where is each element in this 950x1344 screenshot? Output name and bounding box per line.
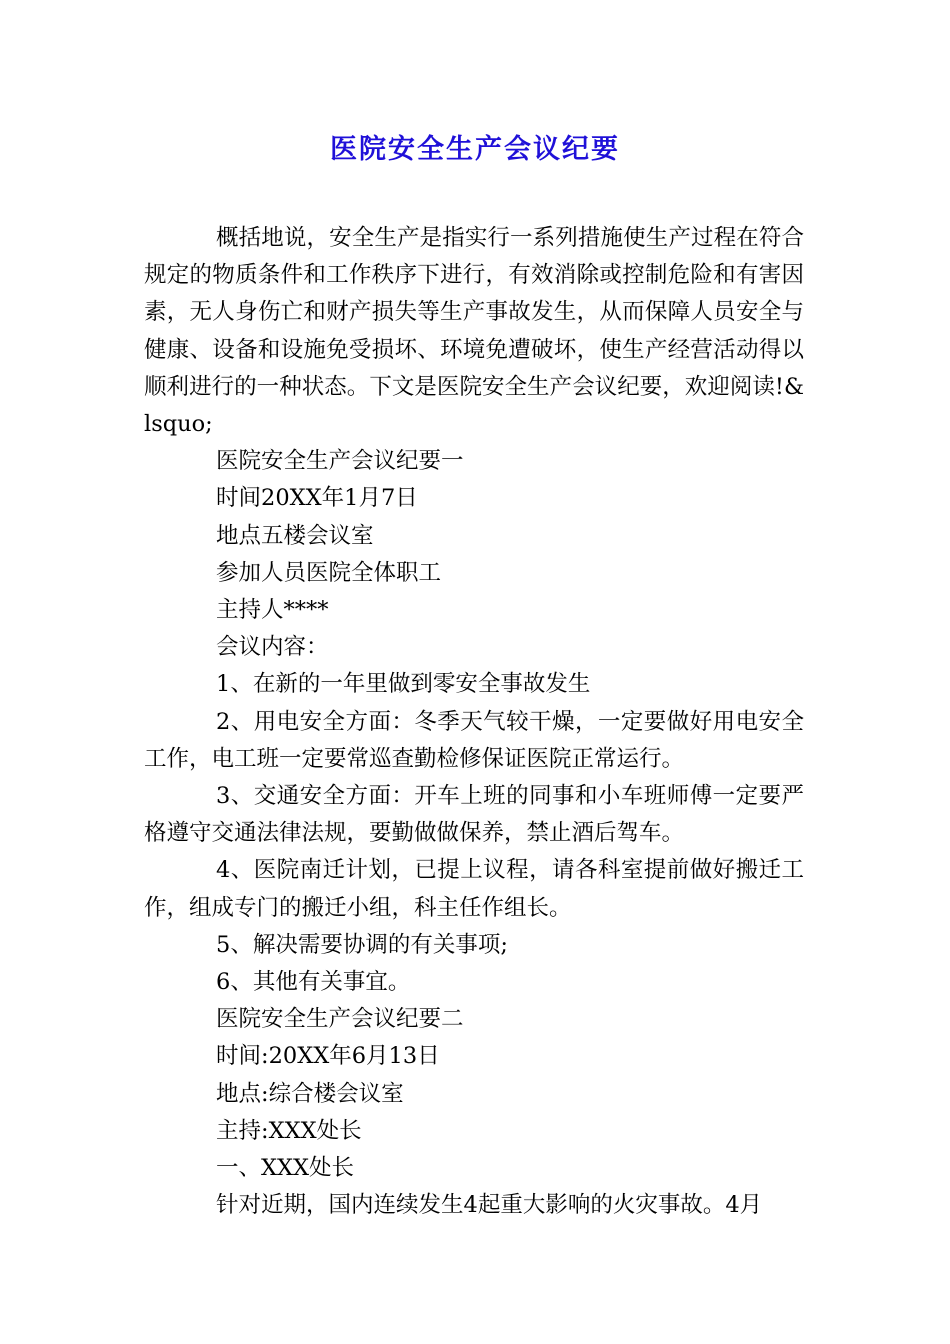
section-heading-two: 医院安全生产会议纪要二 xyxy=(216,1006,464,1033)
meeting-location: 地点五楼会议室 xyxy=(216,522,374,549)
meeting-two-host: 主持:XXX处长 xyxy=(216,1117,362,1144)
agenda-item-1: 1、在新的一年里做到零安全事故发生 xyxy=(216,671,591,698)
meeting-host: 主持人**** xyxy=(216,597,329,624)
intro-paragraph: 概括地说，安全生产是指实行一系列措施使生产过程在符合规定的物质条件和工作秩序下进行，有效消除或控制危险和有害因素，无人身伤亡和财产损失等生产事故发生，从而保障人员安全与健康、设备和设施免受损坏、环境免遭破坏，使生产经营活动得以顺利进行的一种状态。下文是医院安全生产会议纪要，欢迎阅读!&lsquo; xyxy=(144,225,804,438)
meeting-time: 时间20XX年1月7日 xyxy=(216,485,418,512)
speaker-heading: 一、XXX处长 xyxy=(216,1155,355,1182)
agenda-item-2: 2、用电安全方面：冬季天气较干燥，一定要做好用电安全工作，电工班一定要常巡查勤检修保证医院正常运行。 xyxy=(144,708,804,772)
meeting-two-location: 地点:综合楼会议室 xyxy=(216,1080,404,1107)
agenda-item-3: 3、交通安全方面：开车上班的同事和小车班师傅一定要严格遵守交通法律法规，要勤做做保养，禁止酒后驾车。 xyxy=(144,783,804,847)
agenda-item-6: 6、其他有关事宜。 xyxy=(216,969,411,996)
section-heading-one: 医院安全生产会议纪要一 xyxy=(216,448,464,475)
meeting-attendees: 参加人员医院全体职工 xyxy=(216,559,442,586)
speaker-paragraph: 针对近期，国内连续发生4起重大影响的火灾事故。4月 xyxy=(216,1192,763,1219)
meeting-two-time: 时间:20XX年6月13日 xyxy=(216,1043,440,1070)
agenda-item-4: 4、医院南迁计划，已提上议程，请各科室提前做好搬迁工作，组成专门的搬迁小组，科主任作组长。 xyxy=(144,857,804,921)
document-body xyxy=(144,220,804,1224)
document-title: 医院安全生产会议纪要 xyxy=(330,134,620,165)
agenda-item-5: 5、解决需要协调的有关事项; xyxy=(216,931,508,958)
meeting-content-label: 会议内容： xyxy=(216,634,329,661)
